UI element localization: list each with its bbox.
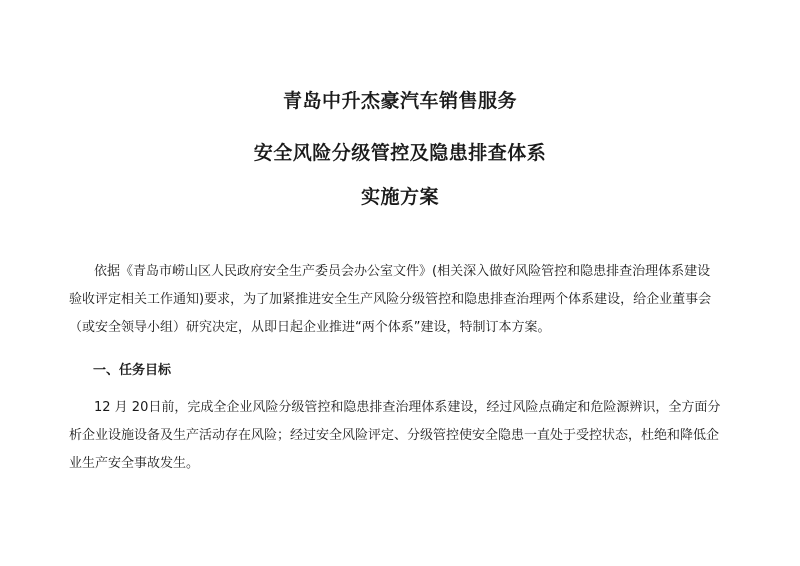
intro-paragraph [69, 258, 739, 342]
goals-line: 12 月 20日前，完成全企业风险分级管控和隐患排查治理体系建设，经过风险点确定和危险源辨识，全方面分 [94, 400, 721, 415]
document-title-plan: 实施方案 [360, 186, 439, 208]
intro-line: （或安全领导小组）研究决定，从即日起企业推进“两个体系”建设，特制订本方案。 [69, 320, 551, 335]
goals-line: 业生产安全事故发生。 [69, 456, 200, 471]
intro-line: 验收评定相关工作通知)要求，为了加紧推进安全生产风险分级管控和隐患排查治理两个体系建设，给企业董事会 [69, 292, 712, 307]
document-title-subject: 安全风险分级管控及隐患排查体系 [253, 142, 547, 164]
intro-line: 依据《青岛市崂山区人民政府安全生产委员会办公室文件》(相关深入做好风险管控和隐患排查治理体系建设 [94, 264, 711, 279]
goals-line: 析企业设施设备及生产活动存在风险；经过安全风险评定、分级管控使安全隐患一直处于受控状态，杜绝和降低企 [69, 428, 720, 443]
goals-paragraph [69, 394, 739, 478]
document-title-company: 青岛中升杰豪汽车销售服务 [282, 90, 517, 112]
section-heading-goals: 一、任务目标 [93, 363, 172, 378]
